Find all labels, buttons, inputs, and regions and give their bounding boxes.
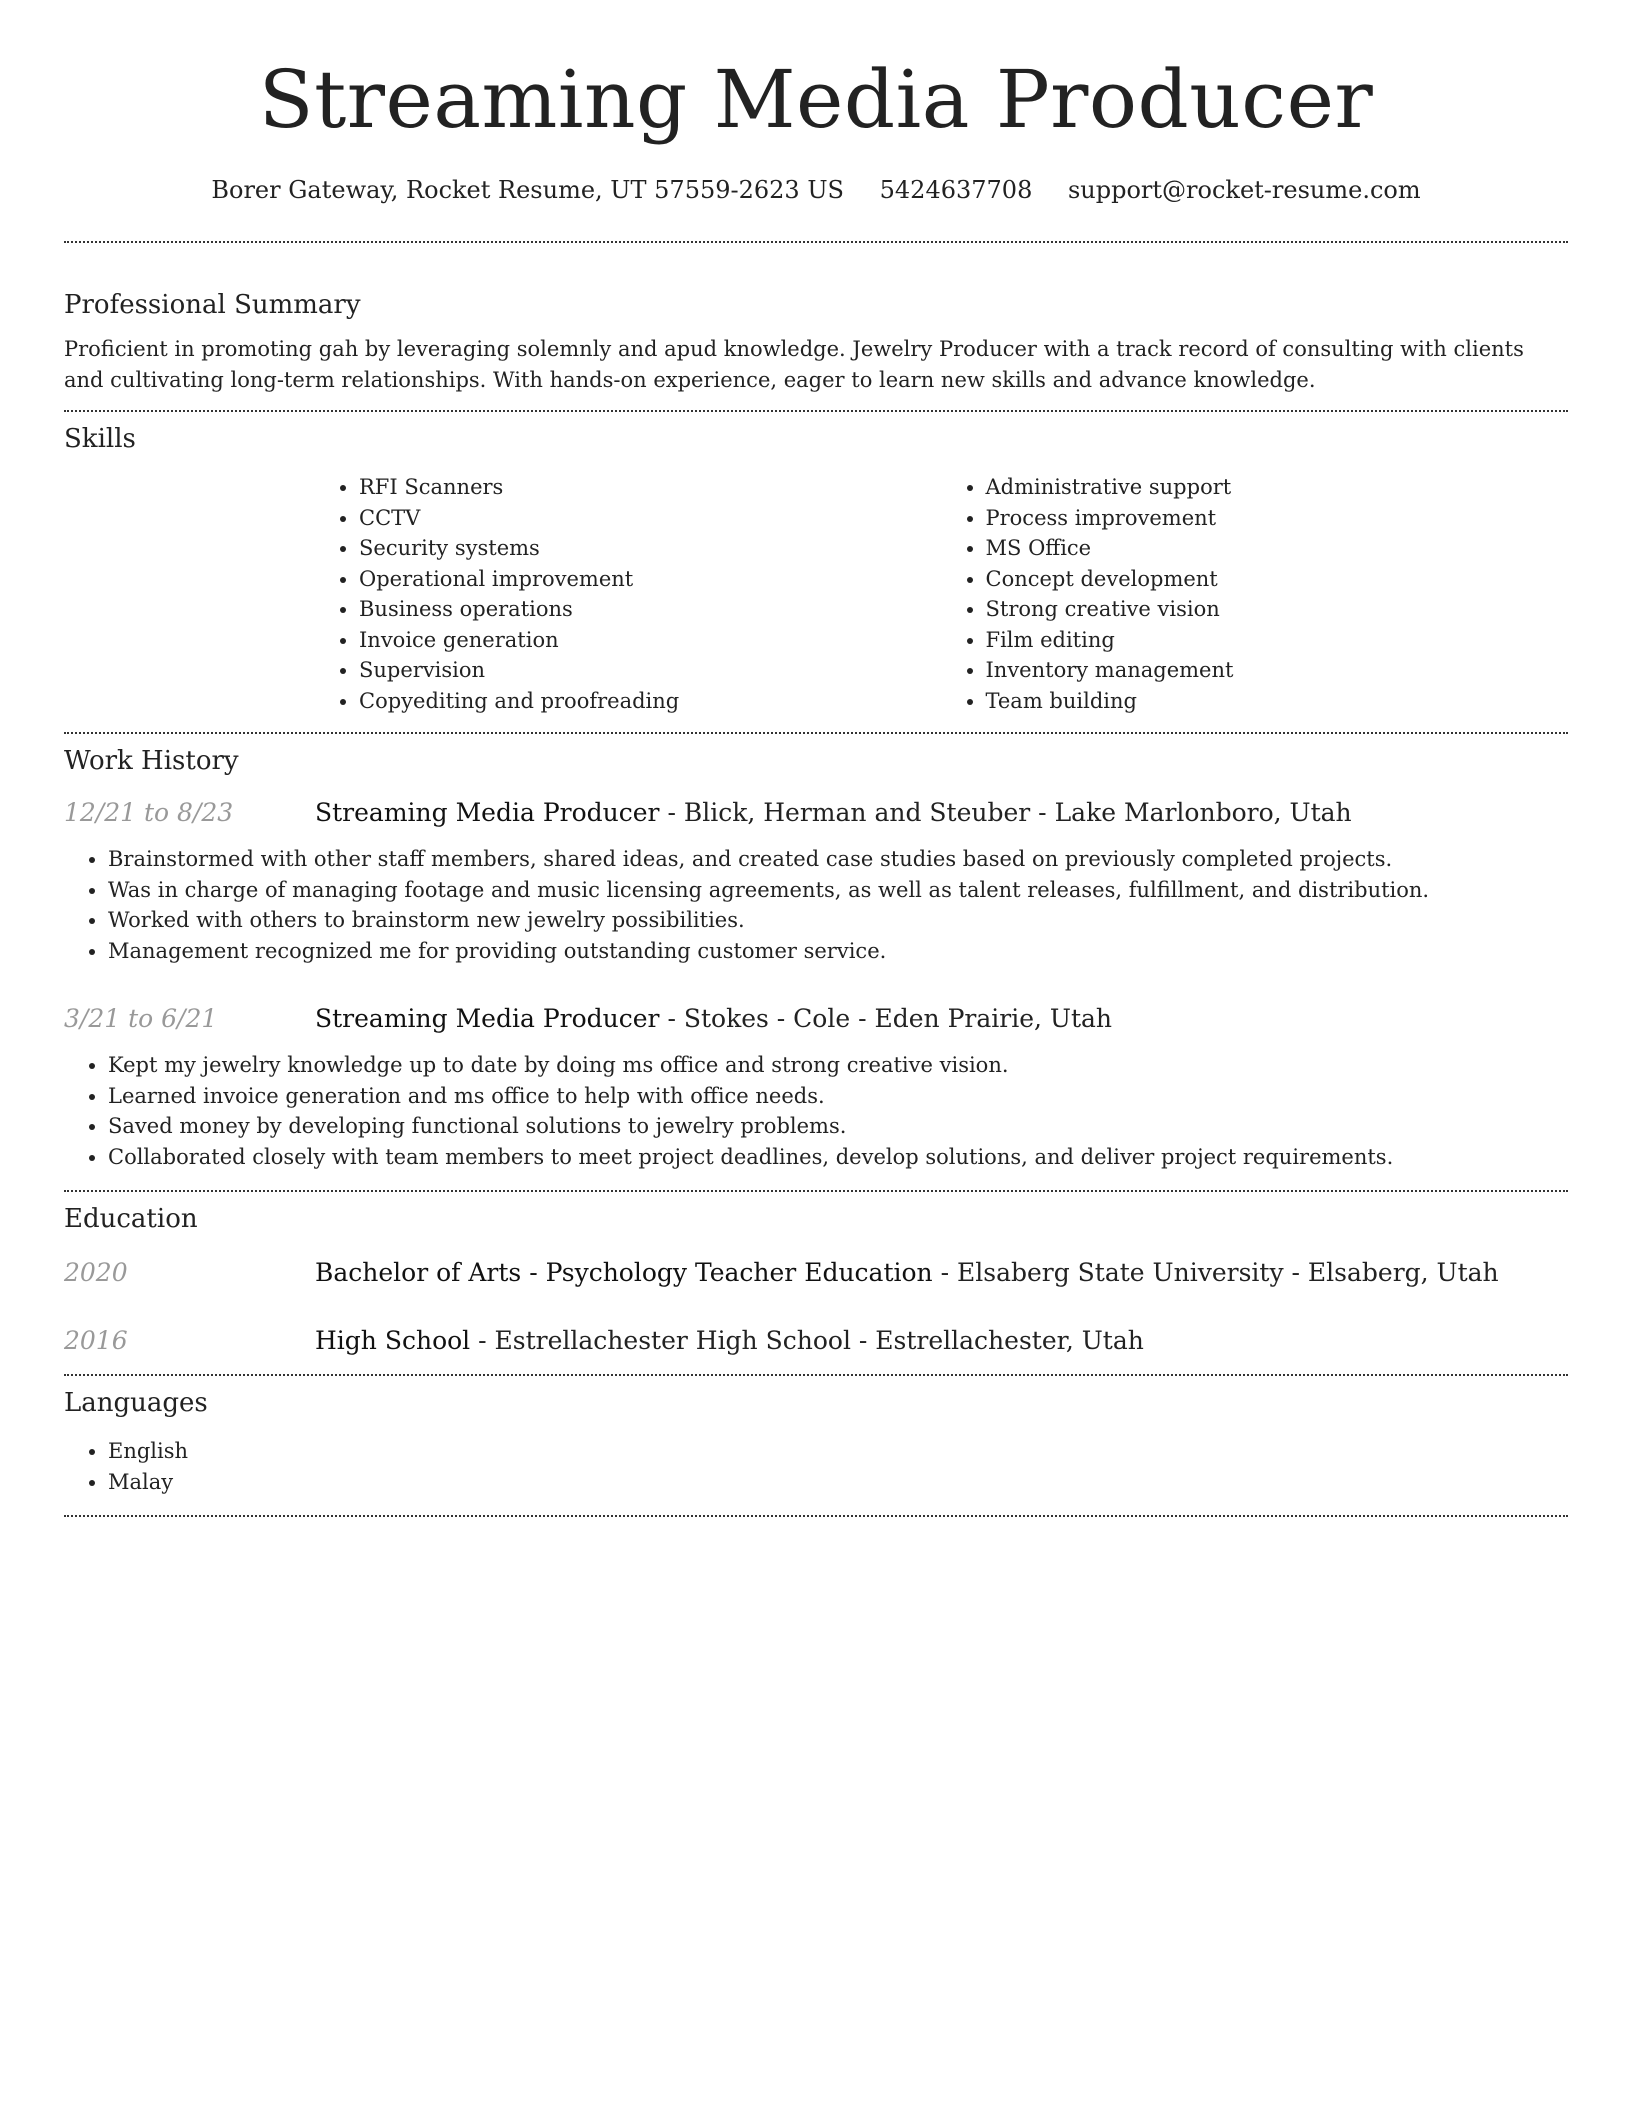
skill-item: • Copyediting and proofreading [359,686,942,717]
skill-item: • Administrative support [986,472,1569,503]
skill-item: • Process improvement [986,503,1569,534]
skill-item: • Operational improvement [359,564,942,595]
job-heading [315,796,1352,830]
work-section [64,734,1568,1190]
job-title: Streaming Media Producer [315,798,660,827]
job-bullet: • Was in charge of managing footage and music licensing agreements, as well as talent releases, fulfillment, and distribution. [108,875,1568,906]
job-bullets [64,1050,1568,1172]
summary-text: Proficient in promoting gah by leveraging solemnly and apud knowledge. Jewelry Producer with a track record of consulting with clients and cultivating long-term relationships. With hands-on experience, eager to learn new skills and advance knowledge. [64,337,1524,392]
languages-list [64,1436,1568,1497]
education-degree: Bachelor of Arts - Psychology Teacher Education [315,1258,933,1287]
education-year: 2020 [64,1258,128,1287]
skill-item: • Supervision [359,655,942,686]
job-title: Streaming Media Producer [315,1004,660,1033]
resume-header [64,0,1568,206]
education-school: - Elsaberg State University - Elsaberg, Utah [932,1258,1499,1287]
skill-item: • Concept development [986,564,1569,595]
skill-item: • Strong creative vision [986,594,1569,625]
skill-item: • MS Office [986,533,1569,564]
skills-list-right [942,472,1569,716]
summary-title: Professional Summary [64,290,361,320]
education-title: Education [64,1204,198,1234]
languages-title: Languages [64,1388,208,1418]
education-entry [64,1324,1568,1358]
job-entry [64,796,1568,966]
job-bullet: • Worked with others to brainstorm new jewelry possibilities. [108,905,1568,936]
job-bullet: • Saved money by developing functional solutions to jewelry problems. [108,1111,1568,1142]
skills-section [64,412,1568,732]
language-item: • Malay [108,1467,1568,1498]
job-bullet: • Management recognized me for providing outstanding customer service. [108,936,1568,967]
job-bullets [64,844,1568,966]
candidate-name: Streaming Media Producer [258,53,1374,146]
job-bullet: • Brainstormed with other staff members, shared ideas, and created case studies based on previously completed projects. [108,844,1568,875]
skills-list-left [315,472,942,716]
job-employer: - Stokes - Cole - Eden Prairie, Utah [659,1004,1113,1033]
job-bullet: • Learned invoice generation and ms office to help with office needs. [108,1081,1568,1112]
job-heading [315,1002,1112,1036]
skill-item: • Invoice generation [359,625,942,656]
education-school: - Estrellachester High School - Estrellachester, Utah [470,1326,1144,1355]
job-employer: - Blick, Herman and Steuber - Lake Marlonboro, Utah [659,798,1352,827]
job-dates: 3/21 to 6/21 [64,1004,218,1033]
contact-phone: 5424637708 [879,176,1033,204]
skill-item: • Inventory management [986,655,1569,686]
skill-item: • CCTV [359,503,942,534]
education-entry [64,1256,1568,1290]
contact-address: Borer Gateway, Rocket Resume, UT 57559-2623 US [211,176,844,204]
languages-section [64,1376,1568,1515]
contact-email: support@rocket-resume.com [1067,176,1421,204]
education-heading [315,1256,1499,1290]
skill-item: • Team building [986,686,1569,717]
education-degree: High School [315,1326,471,1355]
section-divider [64,1515,1568,1517]
resume-page [64,0,1568,1517]
job-bullet: • Kept my jewelry knowledge up to date by doing ms office and strong creative vision. [108,1050,1568,1081]
language-item: • English [108,1436,1568,1467]
skill-item: • Film editing [986,625,1569,656]
education-year: 2016 [64,1326,128,1355]
job-entry [64,1002,1568,1172]
work-title: Work History [64,746,239,776]
skills-title: Skills [64,424,136,454]
summary-section [64,243,1568,410]
skill-item: • Security systems [359,533,942,564]
job-bullet: • Collaborated closely with team members to meet project deadlines, develop solutions, and deliver project requirements. [108,1142,1568,1173]
contact-line [64,174,1568,206]
education-heading [315,1324,1144,1358]
skills-columns [315,472,1568,716]
job-dates: 12/21 to 8/23 [64,798,234,827]
skill-item: • RFI Scanners [359,472,942,503]
education-section [64,1192,1568,1374]
skill-item: • Business operations [359,594,942,625]
